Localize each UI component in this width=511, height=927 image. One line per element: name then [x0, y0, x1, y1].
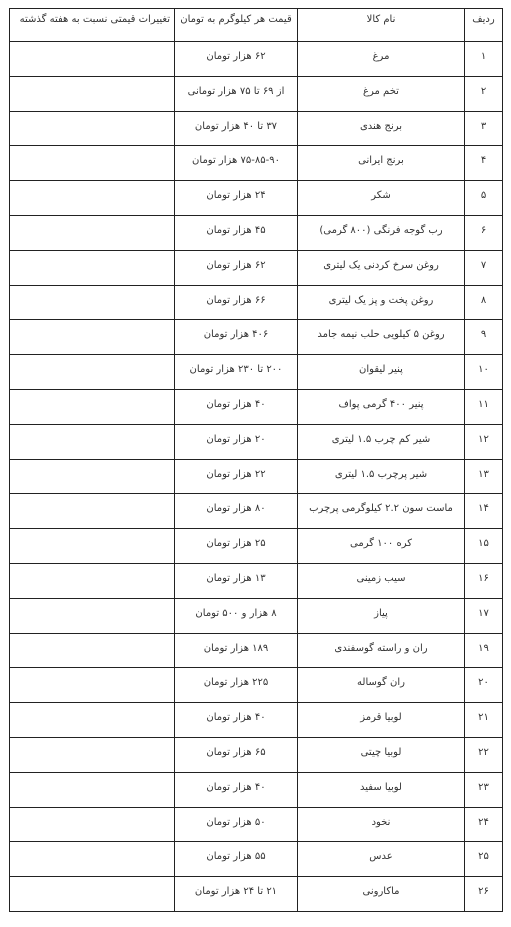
cell-row-number: ۷: [465, 250, 503, 285]
cell-item-name: لوبیا سفید: [298, 772, 465, 807]
cell-row-number: ۳: [465, 111, 503, 146]
cell-row-number: ۹: [465, 320, 503, 355]
cell-weekly-change: [10, 111, 175, 146]
table-row: [10, 703, 503, 738]
cell-row-number: ۲۵: [465, 842, 503, 877]
cell-row-number: ۴: [465, 146, 503, 181]
cell-weekly-change: [10, 76, 175, 111]
cell-row-number: ۵: [465, 181, 503, 216]
cell-weekly-change: [10, 285, 175, 320]
cell-price: ۲۰ هزار تومان: [175, 424, 298, 459]
cell-row-number: ۲۱: [465, 703, 503, 738]
cell-item-name: نخود: [298, 807, 465, 842]
table-body: [10, 42, 503, 912]
cell-price: ۴۰۶ هزار تومان: [175, 320, 298, 355]
cell-price: ۲۲۵ هزار تومان: [175, 668, 298, 703]
cell-item-name: کره ۱۰۰ گرمی: [298, 529, 465, 564]
cell-item-name: تخم مرغ: [298, 76, 465, 111]
cell-item-name: شیر کم چرب ۱.۵ لیتری: [298, 424, 465, 459]
price-table: [9, 8, 503, 912]
table-row: [10, 529, 503, 564]
table-row: [10, 215, 503, 250]
cell-price: ۲۰۰ تا ۲۳۰ هزار تومان: [175, 355, 298, 390]
cell-price: ۲۲ هزار تومان: [175, 459, 298, 494]
cell-item-name: روغن سرخ کردنی یک لیتری: [298, 250, 465, 285]
cell-item-name: برنج هندی: [298, 111, 465, 146]
cell-item-name: روغن پخت و پز یک لیتری: [298, 285, 465, 320]
cell-item-name: برنج ایرانی: [298, 146, 465, 181]
cell-price: ۷۵-۸۵-۹۰ هزار تومان: [175, 146, 298, 181]
cell-weekly-change: [10, 250, 175, 285]
cell-price: ۴۵ هزار تومان: [175, 215, 298, 250]
table-row: [10, 146, 503, 181]
cell-price: ۲۱ تا ۲۴ هزار تومان: [175, 877, 298, 912]
table-row: [10, 250, 503, 285]
cell-row-number: ۲۲: [465, 737, 503, 772]
cell-price: ۱۳ هزار تومان: [175, 563, 298, 598]
cell-weekly-change: [10, 668, 175, 703]
table-row: [10, 76, 503, 111]
cell-price: ۸ هزار و ۵۰۰ تومان: [175, 598, 298, 633]
cell-weekly-change: [10, 737, 175, 772]
cell-row-number: ۲۳: [465, 772, 503, 807]
cell-price: ۵۰ هزار تومان: [175, 807, 298, 842]
cell-weekly-change: [10, 181, 175, 216]
table-row: [10, 633, 503, 668]
cell-weekly-change: [10, 563, 175, 598]
cell-item-name: شکر: [298, 181, 465, 216]
cell-item-name: ران گوساله: [298, 668, 465, 703]
table-row: [10, 494, 503, 529]
cell-row-number: ۲۶: [465, 877, 503, 912]
cell-weekly-change: [10, 424, 175, 459]
cell-price: ۸۰ هزار تومان: [175, 494, 298, 529]
header-weekly-change: تغییرات قیمتی نسبت به هفته گذشته: [10, 9, 175, 42]
cell-row-number: ۱۰: [465, 355, 503, 390]
cell-item-name: ران و راسته گوسفندی: [298, 633, 465, 668]
cell-weekly-change: [10, 459, 175, 494]
cell-price: ۶۶ هزار تومان: [175, 285, 298, 320]
cell-price: ۲۴ هزار تومان: [175, 181, 298, 216]
cell-row-number: ۱۶: [465, 563, 503, 598]
cell-weekly-change: [10, 389, 175, 424]
table-row: [10, 285, 503, 320]
cell-item-name: رب گوجه فرنگی (۸۰۰ گرمی): [298, 215, 465, 250]
cell-item-name: پنیر ۴۰۰ گرمی پواف: [298, 389, 465, 424]
cell-weekly-change: [10, 633, 175, 668]
header-item-name: نام کالا: [298, 9, 465, 42]
cell-row-number: ۱۴: [465, 494, 503, 529]
cell-item-name: ماست سون ۲.۲ کیلوگرمی پرچرب: [298, 494, 465, 529]
cell-price: ۶۵ هزار تومان: [175, 737, 298, 772]
cell-price: ۴۰ هزار تومان: [175, 389, 298, 424]
table-row: [10, 424, 503, 459]
cell-price: ۴۰ هزار تومان: [175, 772, 298, 807]
cell-price: ۶۲ هزار تومان: [175, 42, 298, 77]
cell-price: ۳۷ تا ۴۰ هزار تومان: [175, 111, 298, 146]
table-row: [10, 320, 503, 355]
table-row: [10, 668, 503, 703]
cell-item-name: لوبیا چیتی: [298, 737, 465, 772]
cell-row-number: ۱۵: [465, 529, 503, 564]
table-row: [10, 807, 503, 842]
table-row: [10, 355, 503, 390]
cell-weekly-change: [10, 703, 175, 738]
cell-row-number: ۱۲: [465, 424, 503, 459]
header-price: قیمت هر کیلوگرم به تومان: [175, 9, 298, 42]
cell-price: ۱۸۹ هزار تومان: [175, 633, 298, 668]
cell-row-number: ۱۷: [465, 598, 503, 633]
table-row: [10, 111, 503, 146]
table-row: [10, 42, 503, 77]
cell-item-name: عدس: [298, 842, 465, 877]
table-row: [10, 563, 503, 598]
cell-item-name: پیاز: [298, 598, 465, 633]
table-row: [10, 598, 503, 633]
cell-row-number: ۶: [465, 215, 503, 250]
cell-weekly-change: [10, 529, 175, 564]
cell-row-number: ۱۳: [465, 459, 503, 494]
table-row: [10, 877, 503, 912]
cell-row-number: ۸: [465, 285, 503, 320]
table-row: [10, 772, 503, 807]
cell-weekly-change: [10, 355, 175, 390]
cell-weekly-change: [10, 807, 175, 842]
cell-weekly-change: [10, 877, 175, 912]
cell-weekly-change: [10, 42, 175, 77]
cell-item-name: ماکارونی: [298, 877, 465, 912]
cell-row-number: ۱: [465, 42, 503, 77]
cell-row-number: ۲: [465, 76, 503, 111]
cell-price: ۴۰ هزار تومان: [175, 703, 298, 738]
cell-item-name: پنیر لیقوان: [298, 355, 465, 390]
header-row-number: ردیف: [465, 9, 503, 42]
cell-price: ۲۵ هزار تومان: [175, 529, 298, 564]
cell-row-number: ۲۴: [465, 807, 503, 842]
cell-weekly-change: [10, 146, 175, 181]
cell-price: ۶۲ هزار تومان: [175, 250, 298, 285]
cell-weekly-change: [10, 772, 175, 807]
cell-item-name: شیر پرچرب ۱.۵ لیتری: [298, 459, 465, 494]
cell-row-number: ۱۹: [465, 633, 503, 668]
cell-weekly-change: [10, 842, 175, 877]
table-row: [10, 737, 503, 772]
table-row: [10, 459, 503, 494]
cell-item-name: روغن ۵ کیلویی حلب نیمه جامد: [298, 320, 465, 355]
table-row: [10, 842, 503, 877]
cell-item-name: سیب زمینی: [298, 563, 465, 598]
cell-price: ۵۵ هزار تومان: [175, 842, 298, 877]
cell-item-name: لوبیا قرمز: [298, 703, 465, 738]
table-row: [10, 181, 503, 216]
cell-row-number: ۱۱: [465, 389, 503, 424]
table-header-row: [10, 9, 503, 42]
cell-weekly-change: [10, 320, 175, 355]
cell-price: از ۶۹ تا ۷۵ هزار تومانی: [175, 76, 298, 111]
cell-row-number: ۲۰: [465, 668, 503, 703]
table-row: [10, 389, 503, 424]
cell-weekly-change: [10, 598, 175, 633]
cell-item-name: مرغ: [298, 42, 465, 77]
cell-weekly-change: [10, 494, 175, 529]
cell-weekly-change: [10, 215, 175, 250]
